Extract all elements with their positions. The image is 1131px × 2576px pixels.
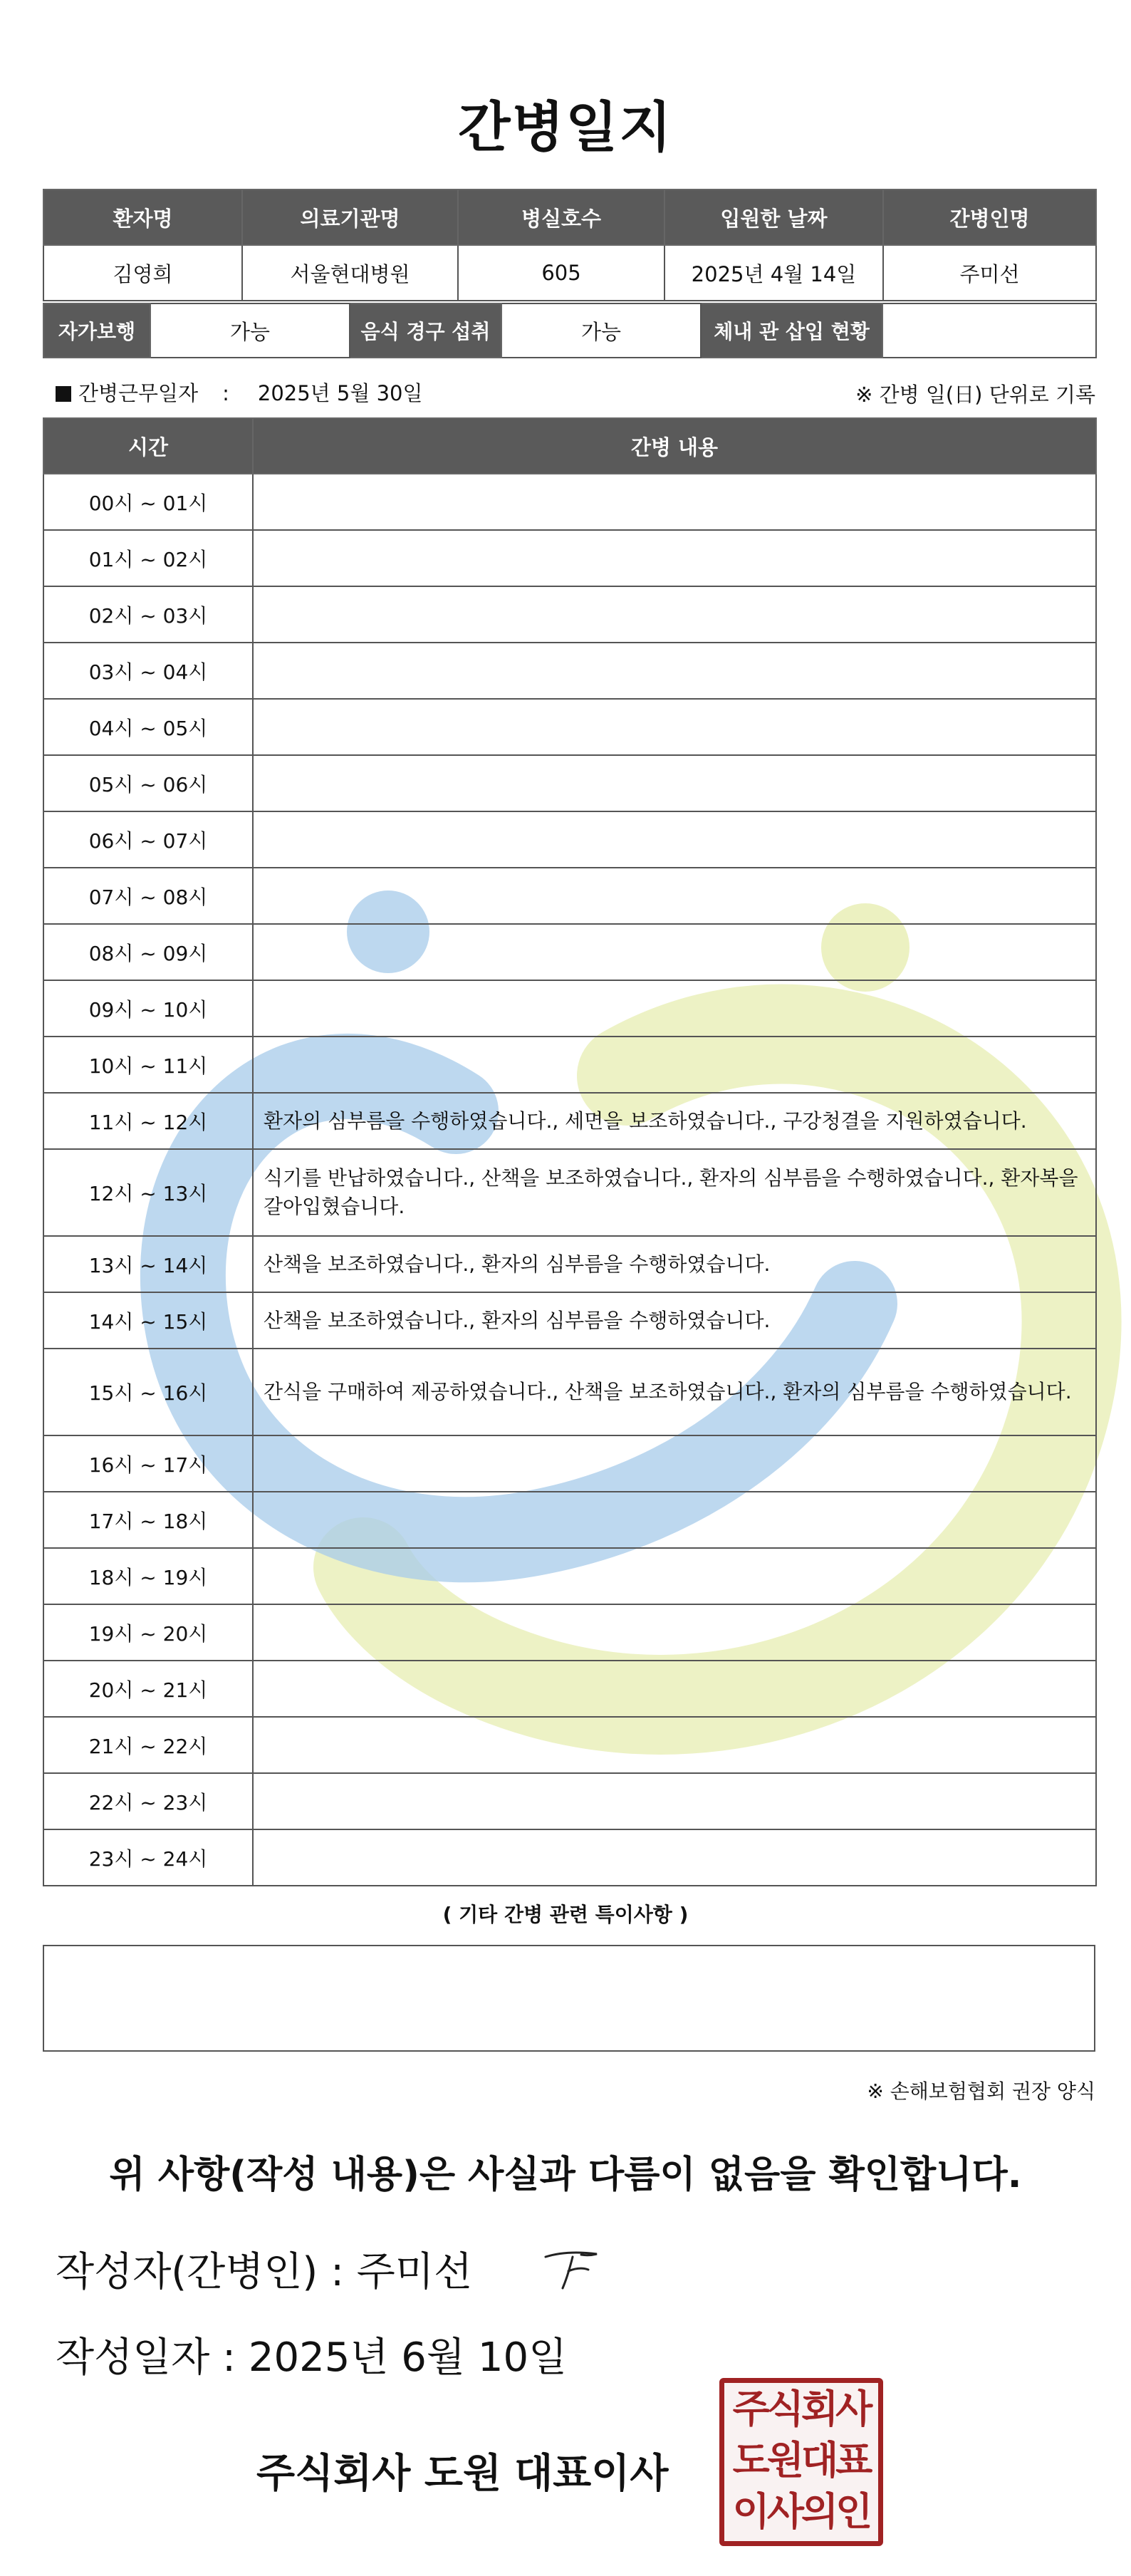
- oral-intake-value: 가능: [501, 303, 701, 358]
- log-row-time: 20시 ~ 21시: [43, 1661, 253, 1717]
- log-row-content: [253, 530, 1096, 586]
- oral-intake-label: 음식 경구 섭취: [350, 303, 501, 358]
- catheter-value: [882, 303, 1096, 358]
- log-row: [43, 1149, 1096, 1236]
- log-row-time: 16시 ~ 17시: [43, 1435, 253, 1492]
- care-content-header: 간병 내용: [253, 418, 1096, 474]
- room-number-header: 병실호수: [458, 189, 664, 245]
- patient-info-table: [43, 189, 1097, 301]
- log-row: [43, 755, 1096, 811]
- log-row-content: 산책을 보조하였습니다., 환자의 심부름을 수행하였습니다.: [253, 1292, 1096, 1349]
- log-row: [43, 924, 1096, 980]
- log-row: [43, 530, 1096, 586]
- seal-line-3: 이사의인: [732, 2489, 870, 2534]
- caregiver-name-value: 주미선: [883, 245, 1096, 301]
- log-row: [43, 1093, 1096, 1149]
- log-row: [43, 1037, 1096, 1093]
- company-seal-stamp: [719, 2378, 883, 2546]
- log-row-time: 03시 ~ 04시: [43, 643, 253, 699]
- walking-value: 가능: [150, 303, 350, 358]
- log-row: [43, 1773, 1096, 1829]
- log-row-content: [253, 868, 1096, 924]
- write-date-value: 2025년 6월 10일: [248, 2334, 568, 2381]
- log-row-content: [253, 1492, 1096, 1548]
- log-row-content: [253, 1548, 1096, 1604]
- log-row-time: 23시 ~ 24시: [43, 1829, 253, 1886]
- log-row: [43, 1236, 1096, 1292]
- log-row: [43, 586, 1096, 643]
- log-row: [43, 1829, 1096, 1886]
- log-row: [43, 1292, 1096, 1349]
- caregiver-name-header: 간병인명: [883, 189, 1096, 245]
- log-row-time: 12시 ~ 13시: [43, 1149, 253, 1236]
- log-row: [43, 980, 1096, 1037]
- work-date-value: 2025년 5월 30일: [257, 381, 423, 405]
- log-row-content: 간식을 구매하여 제공하였습니다., 산책을 보조하였습니다., 환자의 심부름을 수행하였습니다.: [253, 1349, 1096, 1435]
- log-row: [43, 1661, 1096, 1717]
- log-row-time: 04시 ~ 05시: [43, 699, 253, 755]
- log-row-time: 11시 ~ 12시: [43, 1093, 253, 1149]
- log-row: [43, 1492, 1096, 1548]
- hourly-care-log-table: [43, 417, 1097, 1886]
- page-title: 간병일지: [458, 95, 673, 159]
- log-row: [43, 811, 1096, 868]
- log-row-time: 10시 ~ 11시: [43, 1037, 253, 1093]
- writer-name: 주미선: [356, 2249, 473, 2295]
- log-row-content: [253, 474, 1096, 530]
- info-header-row: [43, 189, 1096, 245]
- log-row-content: [253, 1773, 1096, 1829]
- log-row: [43, 643, 1096, 699]
- log-row-time: 15시 ~ 16시: [43, 1349, 253, 1435]
- log-row-content: [253, 1037, 1096, 1093]
- log-row-time: 02시 ~ 03시: [43, 586, 253, 643]
- log-row: [43, 1604, 1096, 1661]
- status-row: [43, 303, 1096, 358]
- log-row-time: 09시 ~ 10시: [43, 980, 253, 1037]
- special-notes-title: ( 기타 간병 관련 특이사항 ): [442, 1903, 689, 1926]
- confirmation-statement: 위 사항(작성 내용)은 사실과 다름이 없음을 확인합니다.: [109, 2154, 1022, 2196]
- log-row-time: 05시 ~ 06시: [43, 755, 253, 811]
- special-notes-box: [43, 1945, 1095, 2052]
- log-row: [43, 1548, 1096, 1604]
- log-row: [43, 1435, 1096, 1492]
- log-row-time: 06시 ~ 07시: [43, 811, 253, 868]
- log-row-content: [253, 980, 1096, 1037]
- room-number-value: 605: [458, 245, 664, 301]
- info-value-row: [43, 245, 1096, 301]
- hospital-name-header: 의료기관명: [242, 189, 458, 245]
- log-row-time: 14시 ~ 15시: [43, 1292, 253, 1349]
- patient-name-header: 환자명: [43, 189, 242, 245]
- log-row-time: 01시 ~ 02시: [43, 530, 253, 586]
- seal-line-1: 주식회사: [732, 2387, 870, 2431]
- log-row-content: [253, 924, 1096, 980]
- log-row-time: 00시 ~ 01시: [43, 474, 253, 530]
- square-bullet-icon: [56, 386, 71, 402]
- association-form-note: ※ 손해보험협회 권장 양식: [867, 2079, 1095, 2103]
- record-unit-note: ※ 간병 일(日) 단위로 기록: [855, 383, 1095, 407]
- log-row-content: [253, 699, 1096, 755]
- log-row-time: 22시 ~ 23시: [43, 1773, 253, 1829]
- log-row-time: 13시 ~ 14시: [43, 1236, 253, 1292]
- log-row: [43, 1349, 1096, 1435]
- log-row-content: [253, 1604, 1096, 1661]
- log-row-time: 08시 ~ 09시: [43, 924, 253, 980]
- log-row-content: [253, 586, 1096, 643]
- log-row: [43, 699, 1096, 755]
- log-row-content: 환자의 심부름을 수행하였습니다., 세면을 보조하였습니다., 구강청결을 지원하였습니다.: [253, 1093, 1096, 1149]
- log-row: [43, 474, 1096, 530]
- admission-date-value: 2025년 4월 14일: [664, 245, 883, 301]
- log-row-time: 07시 ~ 08시: [43, 868, 253, 924]
- log-row-content: [253, 755, 1096, 811]
- log-row-content: 산책을 보조하였습니다., 환자의 심부름을 수행하였습니다.: [253, 1236, 1096, 1292]
- write-date-label: 작성일자 :: [56, 2334, 236, 2381]
- log-row: [43, 1717, 1096, 1773]
- admission-date-header: 입원한 날짜: [664, 189, 883, 245]
- log-row-time: 19시 ~ 20시: [43, 1604, 253, 1661]
- log-row: [43, 868, 1096, 924]
- company-name: 주식회사 도원: [256, 2451, 502, 2497]
- log-row-time: 18시 ~ 19시: [43, 1548, 253, 1604]
- catheter-label: 체내 관 삽입 현황: [701, 303, 882, 358]
- log-row-time: 21시 ~ 22시: [43, 1717, 253, 1773]
- log-row-content: [253, 1829, 1096, 1886]
- patient-name-value: 김영희: [43, 245, 242, 301]
- log-row-content: [253, 643, 1096, 699]
- hospital-name-value: 서울현대병원: [242, 245, 458, 301]
- work-date-colon: :: [222, 381, 229, 405]
- log-row-time: 17시 ~ 18시: [43, 1492, 253, 1548]
- log-row-content: [253, 1435, 1096, 1492]
- company-signature-line: [256, 2442, 668, 2499]
- walking-label: 자가보행: [43, 303, 150, 358]
- seal-line-2: 도원대표: [732, 2438, 870, 2483]
- writer-label: 작성자(간병인) :: [56, 2249, 344, 2295]
- log-row-content: [253, 1661, 1096, 1717]
- writer-line: [56, 2240, 472, 2297]
- handwritten-signature: [541, 2244, 605, 2294]
- work-date-line: [56, 378, 423, 407]
- log-row-content: [253, 1717, 1096, 1773]
- log-header-row: [43, 418, 1096, 474]
- patient-status-table: [43, 303, 1097, 358]
- time-header: 시간: [43, 418, 253, 474]
- write-date-line: [56, 2326, 567, 2383]
- log-body: [43, 474, 1096, 1886]
- work-date-label: 간병근무일자: [78, 381, 199, 405]
- company-representative-title: 대표이사: [514, 2451, 669, 2497]
- log-row-content: 식기를 반납하였습니다., 산책을 보조하였습니다., 환자의 심부름을 수행하였습니다., 환자복을 갈아입혔습니다.: [253, 1149, 1096, 1236]
- log-row-content: [253, 811, 1096, 868]
